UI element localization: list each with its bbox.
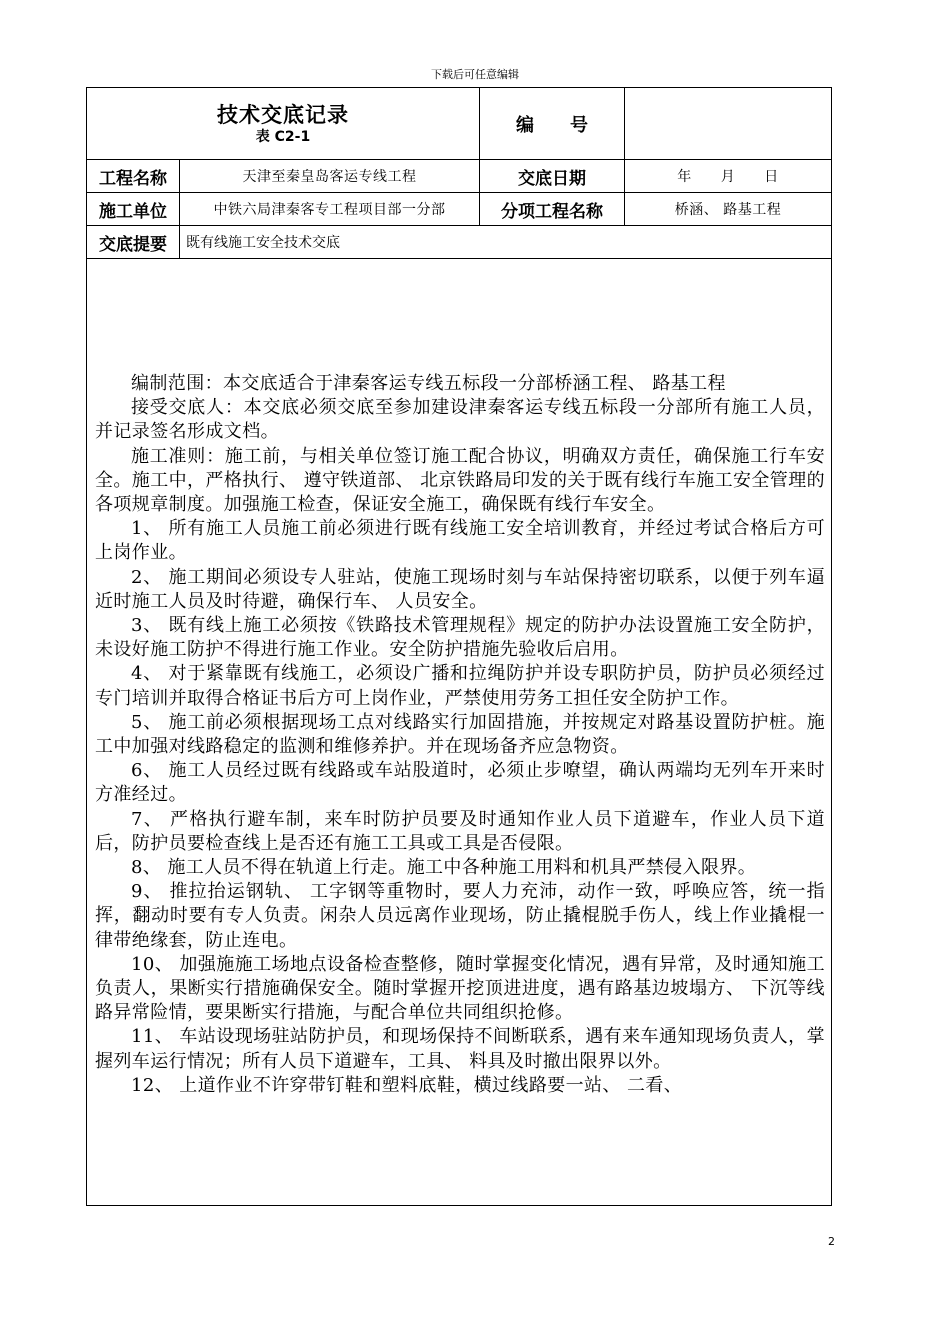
number-label: 编 号: [480, 88, 625, 160]
briefing-content-cell: [87, 259, 832, 1206]
paragraph-principles: 施工准则：施工前，与相关单位签订施工配合协议，明确双方责任，确保施工行车安全。施工中，严格执行、 遵守铁道部、 北京铁路局印发的关于既有线行车施工安全管理的各项规章制度。加强施工检查，保证安全施工，确保既有线行车安全。: [95, 445, 825, 515]
paragraph-scope: 编制范围：本交底适合于津秦客运专线五标段一分部桥涵工程、 路基工程: [131, 372, 726, 394]
paragraph-item-4: 4、 对于紧靠既有线施工，必须设广播和拉绳防护并设专职防护员，防护员必须经过专门培训并取得合格证书后方可上岗作业，严禁使用劳务工担任安全防护工作。: [95, 663, 825, 709]
paragraph-item-9: 9、 推拉抬运钢轨、 工字钢等重物时，要人力充沛，动作一致，呼唤应答，统一指挥，翻动时要有专人负责。闲杂人员远离作业现场，防止撬棍脱手伤人，线上作业撬棍一律带绝缘套，防止连电。: [95, 881, 825, 951]
paragraph-item-5: 5、 施工前必须根据现场工点对线路实行加固措施，并按规定对路基设置防护桩。施工中加强对线路稳定的监测和维修养护。并在现场备齐应急物资。: [95, 711, 825, 757]
paragraph-item-1: 1、 所有施工人员施工前必须进行既有线施工安全培训教育，并经过考试合格后方可上岗作业。: [95, 518, 825, 564]
paragraph-item-8: 8、 施工人员不得在轨道上行走。施工中各种施工用料和机具严禁侵入限界。: [131, 857, 757, 879]
form-title: 技术交底记录: [217, 102, 349, 127]
paragraph-item-11: 11、 车站设现场驻站防护员，和现场保持不间断联系，遇有来车通知现场负责人，掌握列车运行情况；所有人员下道避车，工具、 料具及时撤出限界以外。: [95, 1026, 825, 1072]
tech-briefing-form: [86, 87, 832, 1206]
summary-label: 交底提要: [87, 226, 180, 259]
paragraph-item-12: 12、 上道作业不许穿带钉鞋和塑料底鞋，横过线路要一站、 二看、: [131, 1074, 683, 1096]
form-title-cell: [87, 88, 480, 160]
paragraph-item-6: 6、 施工人员经过既有线路或车站股道时，必须止步嘹望，确认两端均无列车开来时方准经过。: [95, 760, 825, 806]
sub-project-label: 分项工程名称: [480, 193, 625, 226]
construction-unit-label: 施工单位: [87, 193, 180, 226]
sub-project-value: 桥涵、 路基工程: [625, 193, 832, 226]
date-value: 年 月 日: [625, 160, 832, 193]
form-code: 表 C2-1: [255, 128, 311, 145]
project-name-label: 工程名称: [87, 160, 180, 193]
paragraph-item-10: 10、 加强施施工场地点设备检查整修，随时掌握变化情况，遇有异常，及时通知施工负责人，果断实行措施确保安全。随时掌握开挖顶进进度，遇有路基边坡塌方、 下沉等线路异常险情，要果断实行措施，与配合单位共同组织抢修。: [95, 953, 825, 1024]
date-label: 交底日期: [480, 160, 625, 193]
briefing-content: [95, 372, 825, 1098]
header-note: 下载后可任意编辑: [431, 68, 519, 81]
paragraph-item-7: 7、 严格执行避车制，来车时防护员要及时通知作业人员下道避车，作业人员下道后，防护员要检查线上是否还有施工工具或工具是否侵限。: [95, 808, 825, 854]
summary-value: 既有线施工安全技术交底: [180, 226, 832, 259]
paragraph-item-3: 3、 既有线上施工必须按《铁路技术管理规程》规定的防护办法设置施工安全防护，未设好施工防护不得进行施工作业。安全防护措施先验收后启用。: [95, 614, 825, 661]
number-value: [625, 88, 832, 160]
project-name-value: 天津至秦皇岛客运专线工程: [180, 160, 480, 193]
construction-unit-value: 中铁六局津秦客专工程项目部一分部: [180, 193, 480, 226]
paragraph-recipients: 接受交底人：本交底必须交底至参加建设津秦客运专线五标段一分部所有施工人员，并记录签名形成文档。: [95, 397, 825, 443]
paragraph-item-2: 2、 施工期间必须设专人驻站，使施工现场时刻与车站保持密切联系，以便于列车逼近时施工人员及时待避，确保行车、 人员安全。: [95, 566, 825, 612]
page-number: 2: [828, 1235, 835, 1248]
